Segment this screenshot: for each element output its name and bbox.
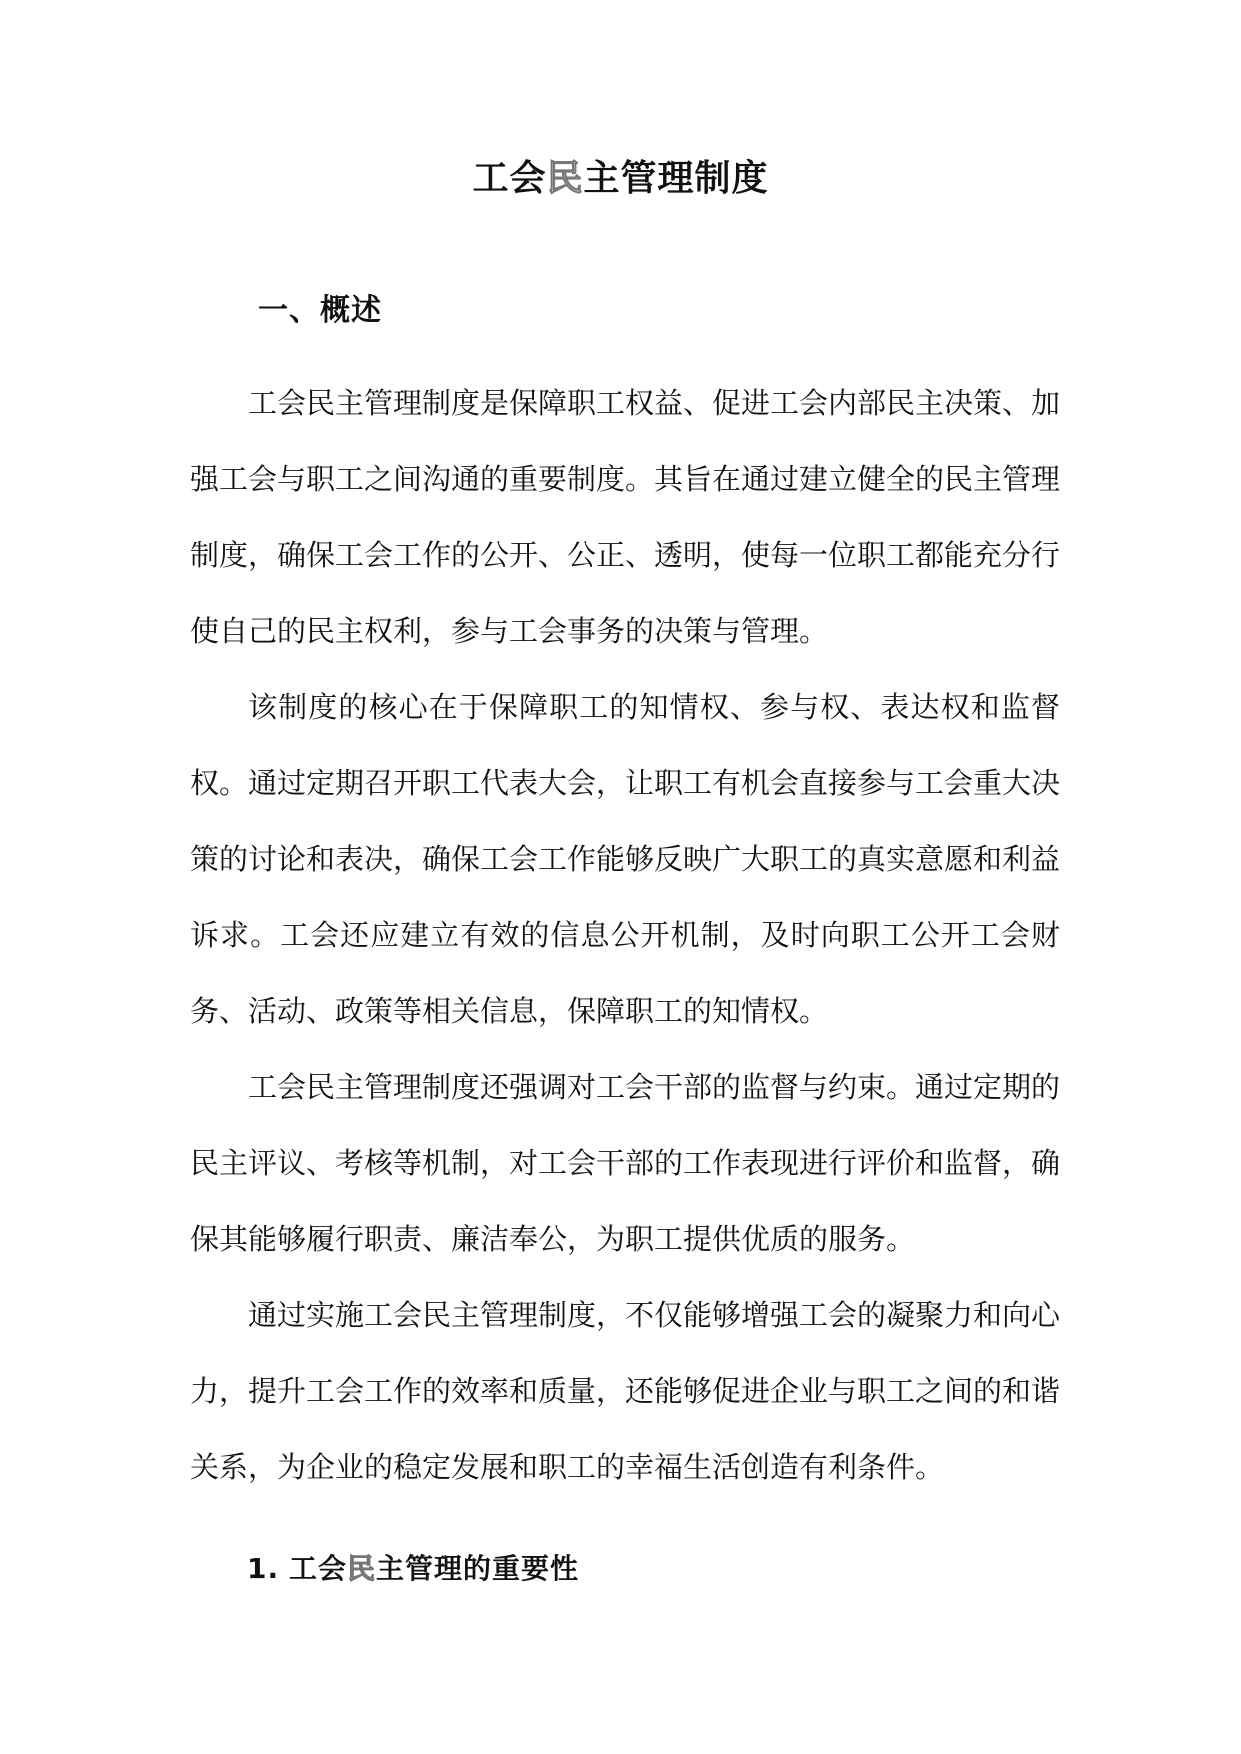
section-heading-overview: 一、概述	[258, 293, 382, 328]
document-title	[0, 150, 1241, 201]
paragraph-4: 通过实施工会民主管理制度，不仅能够增强工会的凝聚力和向心力，提升工会工作的效率和质量，还能够促进企业与职工之间的和谐关系，为企业的稳定发展和职工的幸福生活创造有利条件。	[190, 1298, 1061, 1484]
sub-heading-number: 1.	[247, 1552, 280, 1585]
title-text-end: 主管理制度	[583, 158, 769, 199]
body-text	[190, 365, 1060, 1505]
sub-heading-text-end: 主管理的重要性	[376, 1552, 580, 1585]
paragraph-1: 工会民主管理制度是保障职工权益、促进工会内部民主决策、加强工会与职工之间沟通的重要制度。其旨在通过建立健全的民主管理制度，确保工会工作的公开、公正、透明，使每一位职工都能充分行使自己的民主权利，参与工会事务的决策与管理。	[190, 386, 1061, 648]
title-text-start: 工会	[472, 158, 547, 199]
paragraph-3: 工会民主管理制度还强调对工会干部的监督与约束。通过定期的民主评议、考核等机制，对工会干部的工作表现进行评价和监督，确保其能够履行职责、廉洁奉公，为职工提供优质的服务。	[190, 1070, 1061, 1256]
sub-heading-outlined-character: 民	[347, 1552, 377, 1585]
paragraph-2: 该制度的核心在于保障职工的知情权、参与权、表达权和监督权。通过定期召开职工代表大会，让职工有机会直接参与工会重大决策的讨论和表决，确保工会工作能够反映广大职工的真实意愿和利益诉求。工会还应建立有效的信息公开机制，及时向职工公开工会财务、活动、政策等相关信息，保障职工的知情权。	[190, 690, 1061, 1028]
title-outlined-character: 民	[546, 158, 584, 199]
sub-heading-text-start: 工会	[289, 1552, 348, 1585]
sub-heading-importance	[247, 1547, 579, 1587]
